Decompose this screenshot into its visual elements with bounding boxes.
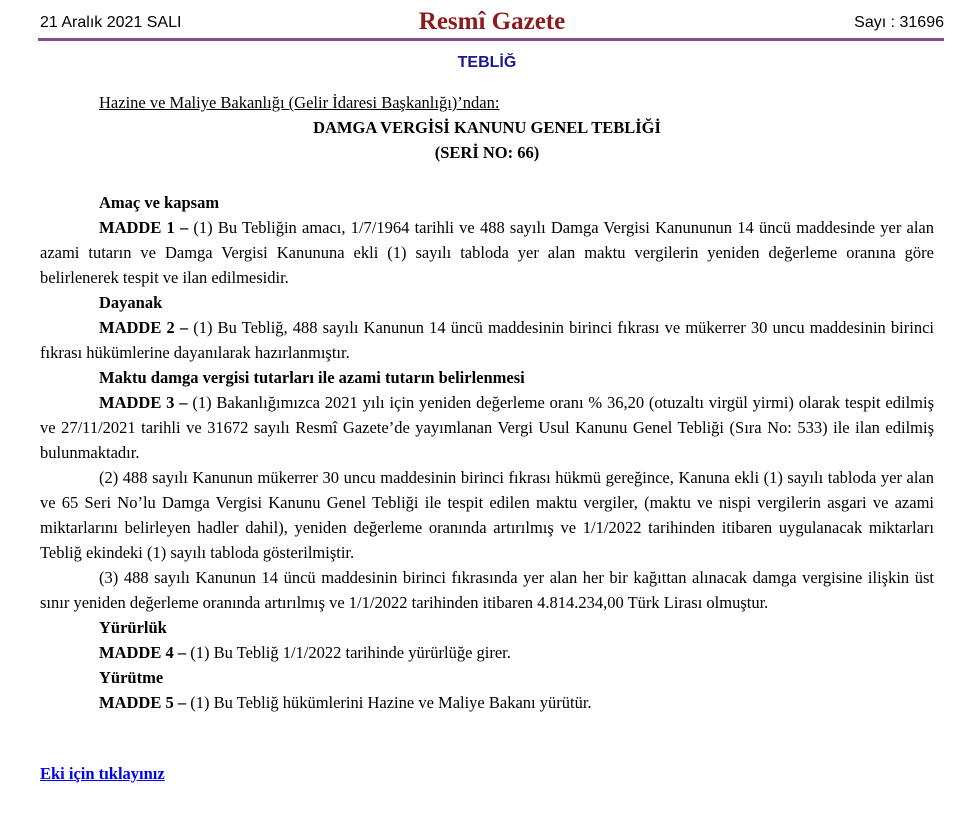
article-heading: Maktu damga vergisi tutarları ile azami tutarın belirlenmesi — [99, 368, 525, 387]
issue-number: Sayı : 31696 — [854, 14, 944, 31]
article-paragraph — [40, 215, 934, 290]
section-title: TEBLİĞ — [457, 54, 517, 71]
article-label: MADDE 2 – — [99, 318, 189, 337]
communique-series: (SERİ NO: 66) — [434, 143, 540, 162]
article-subparagraph: (2) 488 sayılı Kanunun mükerrer 30 uncu maddesinin birinci fıkrası hükmü gereğince, Kanuna ekli (1) sayılı tabloda yer alan ve 65 Seri No’lu Damga Vergisi Kanunu Genel Tebliği ile tespit edilen maktu vergiler, (maktu ve nispi vergilerin asgari ve azami miktarlarını belirleyen hadler dahil), yeniden değerleme oranında artırılmış ve 1/1/2022 tarihinden itibaren uygulanacak miktarları Tebliğ ekindeki (1) sayılı tabloda gösterilmiştir. — [40, 468, 934, 562]
article-paragraph — [40, 390, 934, 465]
article-label: MADDE 5 – — [99, 693, 187, 712]
spacer — [40, 165, 934, 190]
article-heading: Yürütme — [99, 668, 164, 687]
article-paragraph — [40, 315, 934, 365]
gazette-header — [40, 6, 944, 38]
article-label: MADDE 1 – — [99, 218, 189, 237]
article-heading: Dayanak — [99, 293, 163, 312]
article-text: (1) Bu Tebliğ hükümlerini Hazine ve Maliye Bakanı yürütür. — [186, 693, 592, 712]
article-paragraph — [40, 690, 934, 715]
article-text: (1) Bakanlığımızca 2021 yılı için yeniden değerleme oranı % 36,20 (otuzaltı virgül yirmi) olarak tespit edilmiş ve 27/11/2021 tarihli ve 31672 sayılı Resmî Gazete’de yayımlanan Vergi Usul Kanunu Genel Tebliği (Sıra No: 533) ile ilan edilmiş bulunmaktadır. — [40, 393, 934, 462]
article-subparagraph: (3) 488 sayılı Kanunun 14 üncü maddesinin birinci fıkrasında yer alan her bir kağıttan alınacak damga vergisine ilişkin üst sınır yeniden değerleme oranında artırılmış ve 1/1/2022 tarihinden itibaren 4.814.234,00 Türk Lirası olmuştur. — [40, 568, 934, 612]
article-paragraph — [40, 640, 934, 665]
document-body — [40, 90, 934, 715]
article-label: MADDE 4 – — [99, 643, 187, 662]
header-divider — [38, 38, 944, 41]
article-text: (1) Bu Tebliğ 1/1/2022 tarihinde yürürlüğe girer. — [186, 643, 511, 662]
article-heading: Yürürlük — [99, 618, 167, 637]
annex-link[interactable]: Eki için tıklayınız — [40, 764, 165, 783]
communique-title: DAMGA VERGİSİ KANUNU GENEL TEBLİĞİ — [313, 118, 661, 137]
article-text: (1) Bu Tebliğ, 488 sayılı Kanunun 14 üncü maddesinin birinci fıkrası ve mükerrer 30 uncu maddesinin birinci fıkrası hükümlerine dayanılarak hazırlanmıştır. — [40, 318, 934, 362]
gazette-title: Resmî Gazete — [418, 8, 566, 35]
article-label: MADDE 3 – — [99, 393, 188, 412]
issuing-authority: Hazine ve Maliye Bakanlığı (Gelir İdaresi Başkanlığı)’ndan: — [99, 93, 500, 112]
article-text: (1) Bu Tebliğin amacı, 1/7/1964 tarihli ve 488 sayılı Damga Vergisi Kanununun 14 üncü maddesinde yer alan azami tutarın ve Damga Vergisi Kanununa ekli (1) sayılı tabloda yer alan maktu vergilerin yeniden değerleme oranına göre belirlenerek tespit ve ilan edilmesidir. — [40, 218, 934, 287]
issue-date: 21 Aralık 2021 SALI — [40, 14, 182, 31]
article-heading: Amaç ve kapsam — [99, 193, 220, 212]
